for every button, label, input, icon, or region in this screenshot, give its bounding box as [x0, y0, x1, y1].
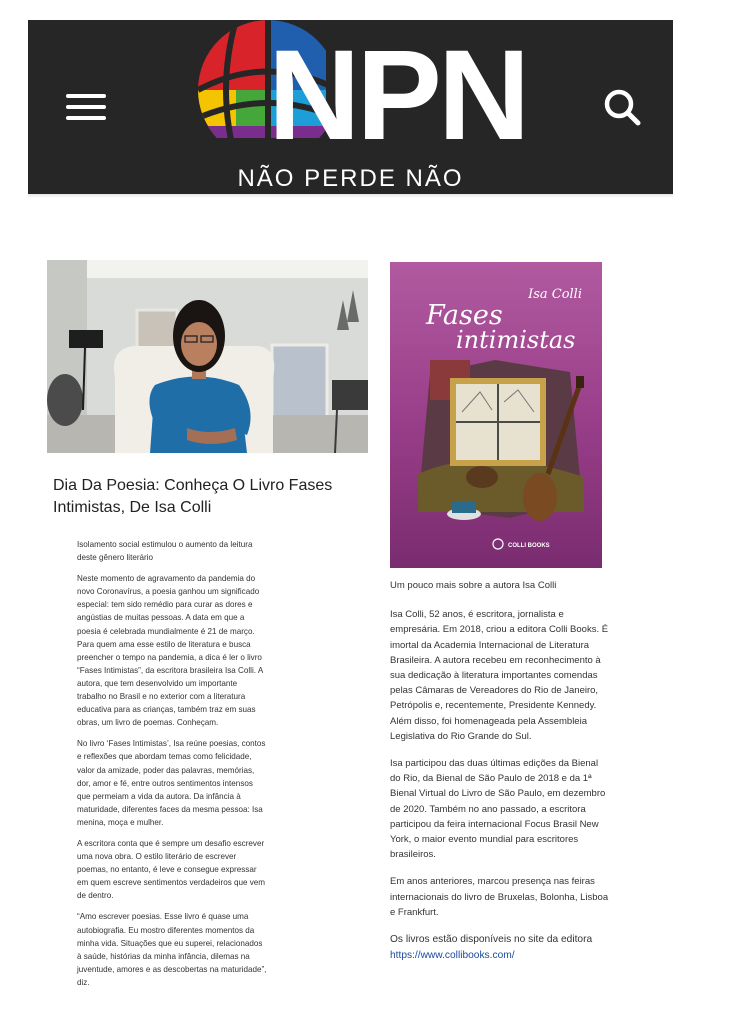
publisher-link[interactable]: https://www.collibooks.com/ — [390, 950, 515, 962]
author-sidebar — [390, 578, 610, 976]
brand-tagline: NÃO PERDE NÃO — [237, 165, 464, 192]
sidebar-paragraph: Isa participou das duas últimas edições da Bienal do Rio, da Bienal de São Paulo de 2018 e da 1ª Bienal Virtual do Livro de São Paulo, em dezembro de 2020. Também no ano passado, a escritora participou da feira internacional Focus Brasil New York, o maior evento mundial para escritores brasileiros. — [390, 758, 606, 861]
cover-title-line1: Fases — [426, 300, 503, 331]
cover-author: Isa Colli — [528, 287, 582, 302]
article-paragraph: A escritora conta que é sempre um desafio escrever uma nova obra. O estilo literário de escrever poemas, no entanto, é leve e consegue expressar em quem escreve sentimentos verdadeiros que vem de dentro. — [77, 838, 266, 901]
article-subtitle: Isolamento social estimulou o aumento da leitura deste gênero literário — [77, 540, 253, 563]
article-paragraph: No livro ‘Fases Intimistas’, Isa reúne poesias, contos e reflexões que abordam temas como felicidade, valor da amizade, poder das palavras, memórias, dor, amor e fé, entre outros sentimentos intensos que permeiam a vida da autora. Da infância à maturidade, diferentes faces da mesma pessoa: Isa menina, moça e mulher. — [77, 739, 266, 827]
availability-text — [390, 932, 610, 964]
article-paragraph: Neste momento de agravamento da pandemia do novo Coronavírus, a poesia ganhou um significado especial: tem sido remédio para curar as dores e angústias de muitas pessoas. A data em que a poesia é celebrada mundialmente é 21 de março. Para quem ama esse estilo de literatura e busca preencher o tempo na pandemia, a dica é ler o livro “Fases Intimistas”, da escritora brasileira Isa Colli. A autora, que tem desenvolvido um importante trabalho no Brasil e no exterior com a literatura educativa para as crianças, também traz em suas obras, um livro de poemas. Conheçam. — [77, 574, 263, 728]
cover-title-line2: intimistas — [456, 326, 576, 354]
availability-label: Os livros estão disponíveis no site da editora — [390, 934, 593, 946]
article-paragraph: “Amo escrever poesias. Esse livro é quase uma autobiografia. Eu mostro diferentes momentos da minha vida. Situações que eu superei, relacionados à saúde, histórias da minha infância, dilemas na juventude, amores e as descobertas na maturidade”, diz. — [77, 912, 267, 987]
search-icon[interactable] — [602, 87, 642, 127]
article-title: Dia Da Poesia: Conheça O Livro Fases Intimistas, De Isa Colli — [53, 477, 333, 516]
article-body — [77, 538, 267, 997]
header-shadow — [28, 194, 673, 198]
cover-caption: Um pouco mais sobre a autora Isa Colli — [390, 580, 557, 591]
sidebar-paragraph: Isa Colli, 52 anos, é escritora, jornalista e empresária. Em 2018, criou a editora Colli Books. É imortal da Academia Internacional de Literatura Brasileira. A autora recebeu em reconhecimento à sua dedicação à literatura importantes comendas pelas Câmaras de Vereadores do Rio de Janeiro, Petrópolis e, recentemente, Presidente Kennedy. Além disso, foi homenageada pela Assembleia Legislativa do Rio Grande do Sul. — [390, 609, 609, 742]
sidebar-paragraph: Em anos anteriores, marcou presença nas feiras internacionais do livro de Bruxelas, Bolonha, Lisboa e Frankfurt. — [390, 876, 609, 918]
site-header — [28, 20, 673, 194]
author-photo — [47, 260, 368, 453]
brand-logo[interactable]: NPN — [268, 24, 527, 167]
book-cover — [390, 262, 602, 568]
cover-publisher: COLLI BOOKS — [508, 543, 550, 549]
hamburger-menu-icon[interactable] — [66, 92, 106, 122]
